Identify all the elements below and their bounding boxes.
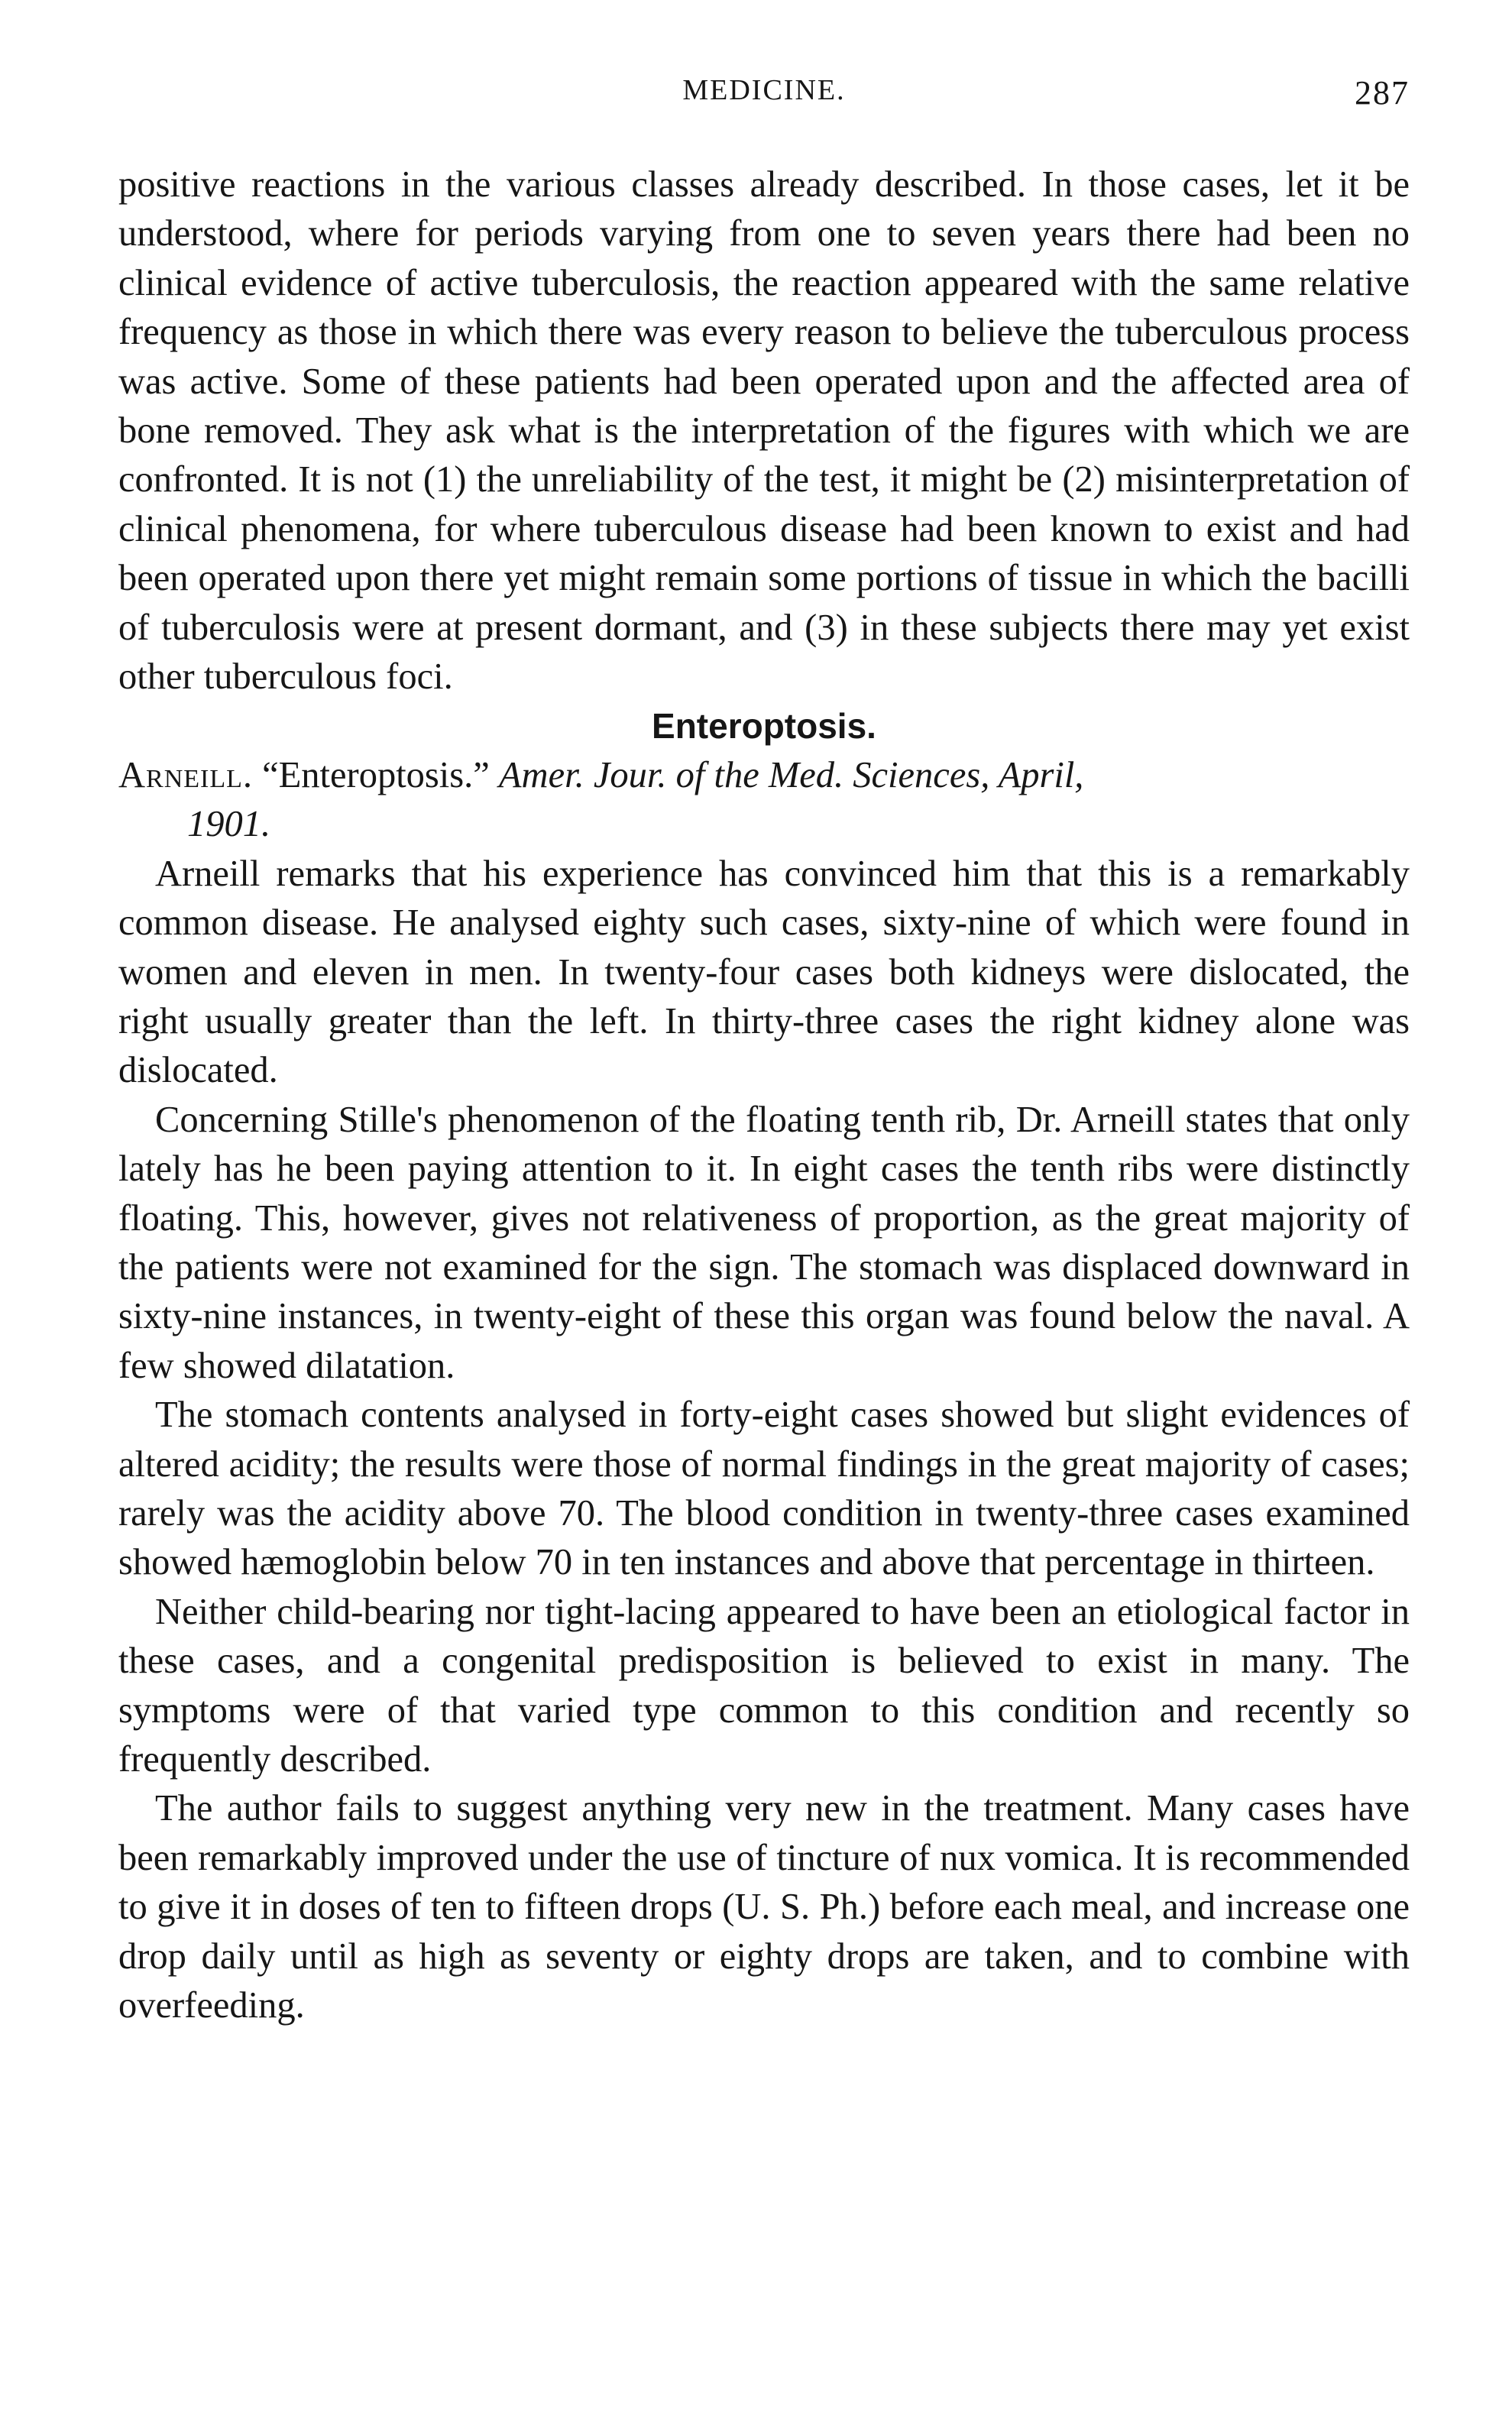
body-text <box>118 160 1410 2030</box>
running-head: MEDICINE. <box>682 74 846 106</box>
citation-date: 1901. <box>187 804 271 845</box>
paragraph-etiology: Neither child-bearing nor tight-lacing appeared to have been an etiological factor in these cases, and a congenital predisposition is believed to exist in many. The symptoms were of that varied type common to this condition and recently so frequently described. <box>118 1591 1410 1780</box>
citation-journal: Amer. Jour. of the Med. Sciences, April, <box>498 754 1084 795</box>
paragraph-treatment: The author fails to suggest anything very new in the treatment. Many cases have been remarkably improved under the use of tincture of nux vomica. It is recommended to give it in doses of ten to fifteen drops (U. S. Ph.) before each meal, and increase one drop daily until as high as seventy or eighty drops are taken, and to combine with overfeeding. <box>118 1788 1410 2026</box>
citation-title: “Enteroptosis.” <box>262 754 490 795</box>
citation-author: Arneill. <box>118 754 254 795</box>
paragraph-stomach-contents: The stomach contents analysed in forty-eight cases showed but slight evidences of altered acidity; the results were those of normal findings in the great majority of cases; rarely was the acidity above 70. The blood condition in twenty-three cases examined showed hæmoglobin below 70 in ten instances and above that percentage in thirteen. <box>118 1395 1410 1583</box>
page-header <box>118 73 1410 119</box>
paragraph-tuberculosis-continued: positive reactions in the various classes already described. In those cases, let it be understood, where for periods varying from one to seven years there had been no clinical evidence of active tuberculosis, the reaction appeared with the same relative frequency as those in which there was every reason to believe the tuberculous process was active. Some of these patients had been operated upon and the affected area of bone removed. They ask what is the interpretation of the figures with which we are confronted. It is not (1) the unreliability of the test, it might be (2) misinterpretation of clinical phenomena, for where tuberculous disease had been known to exist and had been operated upon there yet might remain some portions of tissue in which the bacilli of tuberculosis were at present dormant, and (3) in these subjects there may yet exist other tuberculous foci. <box>118 164 1410 698</box>
section-heading: Enteroptosis. <box>652 706 876 747</box>
paragraph-stille-phenomenon: Concerning Stille's phenomenon of the floating tenth rib, Dr. Arneill states that only lately has he been paying attention to it. In eight cases the tenth ribs were distinctly floating. This, however, gives not relativeness of proportion, as the great majority of the patients were not examined for the sign. The stomach was displaced downward in sixty-nine instances, in twenty-eight of these this organ was found below the naval. A few showed dilatation. <box>118 1099 1410 1386</box>
page-number: 287 <box>1355 74 1410 112</box>
paragraph-arneill-remarks: Arneill remarks that his experience has convinced him that this is a remarkably common disease. He analysed eighty such cases, sixty-nine of which were found in women and eleven in men. In twenty-four cases both kidneys were dislocated, the right usually greater than the left. In thirty-three cases the right kidney alone was dislocated. <box>118 853 1410 1091</box>
citation <box>118 751 1410 850</box>
